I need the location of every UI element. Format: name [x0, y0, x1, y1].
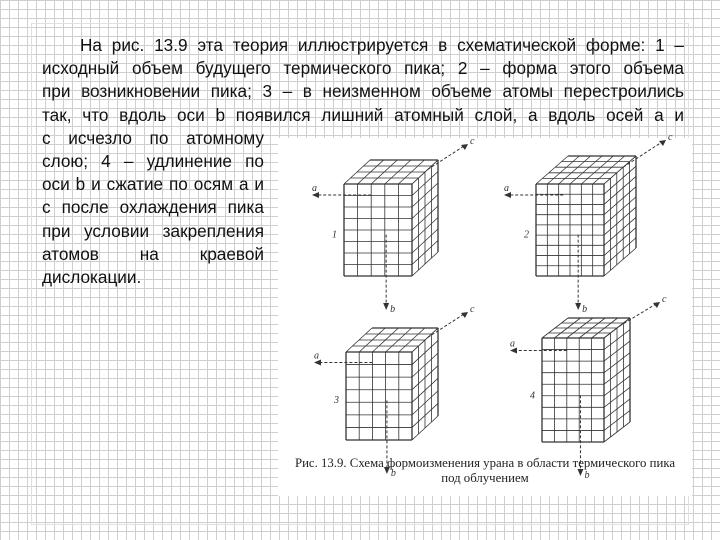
- caption-line-1: Рис. 13.9. Схема формоизменения урана в области термического пика: [294, 456, 676, 470]
- axis-c-line: [623, 142, 662, 167]
- axis-b-arrow: [383, 303, 389, 310]
- axis-c-line: [428, 314, 464, 338]
- paragraph-line: с после охлаждения пика: [42, 197, 264, 218]
- axis-a-label: a: [314, 350, 319, 362]
- panel-number: 4: [530, 390, 535, 402]
- paragraph-line: На рис. 13.9 эта теория иллюстрируется в схематической форме: 1 –: [80, 35, 684, 55]
- axis-b-label: b: [390, 304, 396, 315]
- paragraph-line: исходный объем будущего термического пика; 2 – форма этого объема: [42, 58, 684, 79]
- paragraph-line: атомов на краевой: [42, 243, 264, 264]
- axis-c-label: c: [668, 132, 673, 143]
- axis-a-label: a: [312, 183, 317, 195]
- axis-b-label: b: [584, 470, 590, 481]
- axis-b-arrow: [575, 303, 581, 310]
- paragraph-line: оси b и сжатие по осям а и: [42, 174, 264, 195]
- axis-c-arrow: [659, 140, 666, 146]
- axis-a-label: a: [504, 183, 509, 195]
- panel-number: 3: [334, 395, 339, 407]
- caption-line-2: под облучением: [441, 471, 529, 485]
- axis-c-label: c: [470, 304, 475, 315]
- axis-c-label: c: [470, 136, 475, 147]
- axis-c-line: [428, 146, 464, 170]
- figure-13-9: [278, 132, 692, 496]
- panel-number: 1: [332, 229, 337, 241]
- paragraph-line: слою; 4 – удлинение по: [42, 150, 264, 171]
- paragraph-line: так, что вдоль оси b появился лишний атомный слой, а вдоль осей а и: [42, 104, 684, 125]
- paragraph-line: с исчезло по атомному: [42, 127, 264, 148]
- paragraph-line: при условии закрепления: [42, 220, 264, 241]
- figure-caption: [278, 456, 692, 486]
- paragraph-line: дислокации.: [42, 266, 142, 287]
- axis-c-label: c: [662, 294, 667, 305]
- panel-number: 2: [524, 229, 529, 241]
- axis-b-label: b: [390, 468, 396, 479]
- axis-c-line: [620, 304, 656, 326]
- axis-a-label: a: [510, 338, 515, 350]
- axis-b-label: b: [582, 304, 588, 315]
- paragraph-line: при возникновении пика; 3 – в неизменном объеме атомы перестроились: [42, 81, 684, 102]
